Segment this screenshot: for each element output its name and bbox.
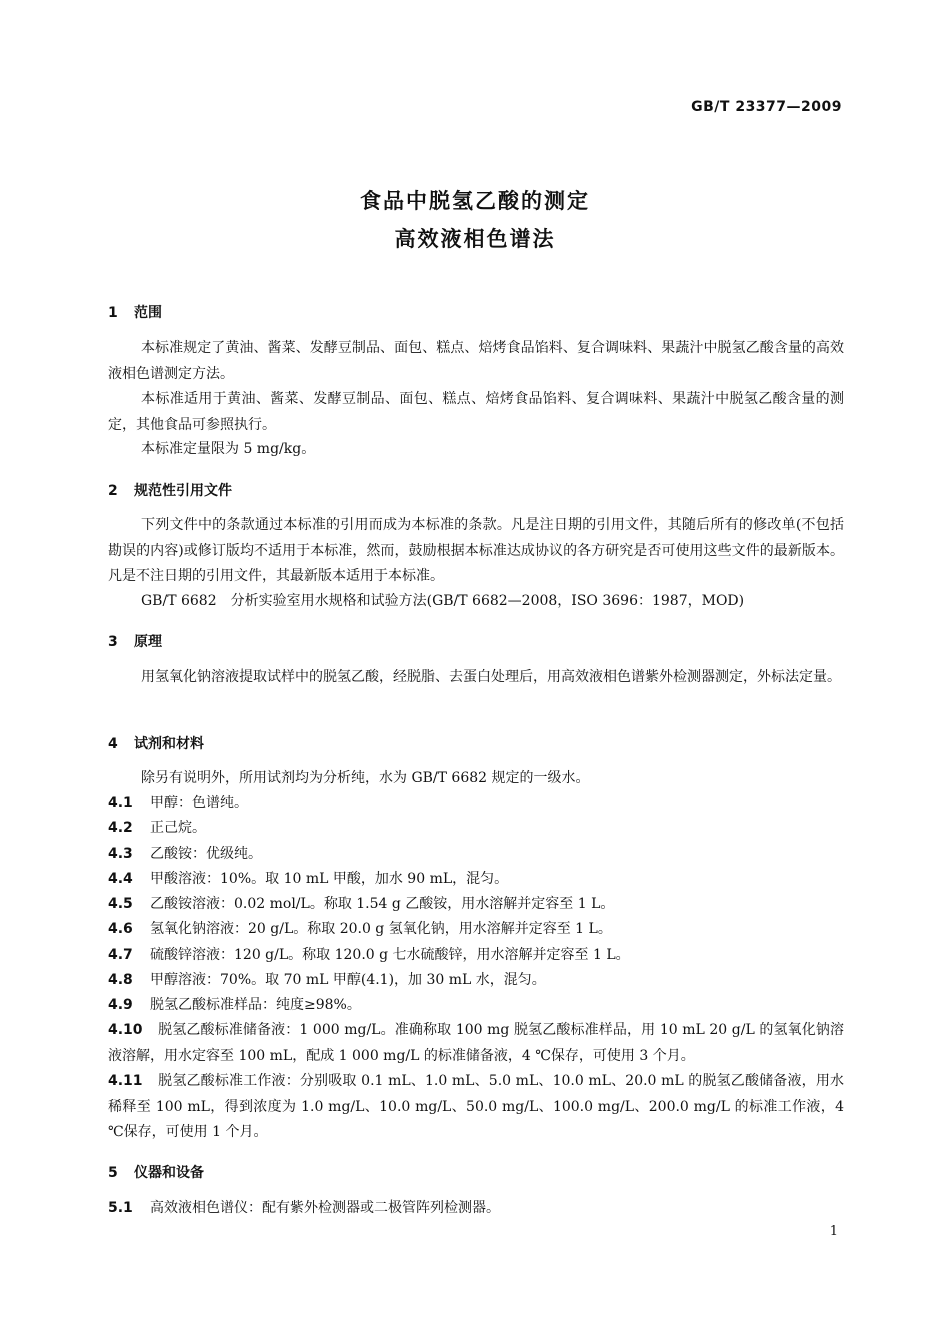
item-number: 4.6 (108, 921, 133, 937)
item-text: 甲酸溶液：10%。取 10 mL 甲酸，加水 90 mL，混匀。 (150, 871, 509, 887)
section-number: 4 (108, 736, 118, 752)
document-subtitle: 高效液相色谱法 (394, 227, 556, 251)
section-title: 仪器和设备 (134, 1165, 204, 1181)
list-item (108, 917, 844, 943)
section-heading-2 (108, 480, 232, 500)
item-text: 乙酸铵溶液：0.02 mol/L。称取 1.54 g 乙酸铵，用水溶解并定容至 1 L。 (150, 896, 615, 912)
paragraph: 本标准适用于黄油、酱菜、发酵豆制品、面包、糕点、焙烤食品馅料、复合调味料、果蔬汁中脱氢乙酸含量的测定，其他食品可参照执行。 (108, 391, 844, 433)
paragraph: 用氢氧化钠溶液提取试样中的脱氢乙酸，经脱脂、去蛋白处理后，用高效液相色谱紫外检测器测定，外标法定量。 (141, 669, 841, 685)
document-title: 食品中脱氢乙酸的测定 (360, 189, 590, 213)
item-text: 脱氢乙酸标准样品：纯度≥98%。 (150, 997, 361, 1013)
item-number: 4.7 (108, 947, 133, 963)
section-heading-3 (108, 631, 162, 651)
item-text: 甲醇溶液：70%。取 70 mL 甲醇(4.1)，加 30 mL 水，混匀。 (150, 972, 546, 988)
item-number: 4.10 (108, 1022, 143, 1038)
list-item (108, 867, 844, 893)
section-title: 范围 (134, 305, 162, 321)
list-item (108, 791, 844, 817)
list-item (108, 993, 844, 1019)
list-item (108, 892, 844, 918)
page-number: 1 (829, 1224, 838, 1239)
standard-code: GB/T 23377—2009 (691, 99, 842, 115)
item-number: 4.11 (108, 1073, 143, 1089)
section-number: 1 (108, 305, 118, 321)
item-text: 甲醇：色谱纯。 (150, 795, 248, 811)
item-text: 脱氢乙酸标准工作液：分别吸取 0.1 mL、1.0 mL、5.0 mL、10.0 mL、20.0 mL 的脱氢乙酸储备液，用水稀释至 100 mL，得到浓度为 1.0 mg/L、10.0 mg/L、50.0 mg/L、100.0 mg/L、200.0 mg/L 的标准工作液，4 ℃保存，可使用 1 个月。 (108, 1073, 844, 1140)
item-number: 4.4 (108, 871, 133, 887)
list-item (108, 842, 844, 868)
list-item (108, 1196, 844, 1222)
normative-reference: GB/T 6682 分析实验室用水规格和试验方法(GB/T 6682—2008，ISO 3696：1987，MOD) (141, 593, 745, 609)
item-text: 氢氧化钠溶液：20 g/L。称取 20.0 g 氢氧化钠，用水溶解并定容至 1 L。 (150, 921, 612, 937)
item-number: 4.5 (108, 896, 133, 912)
paragraph: 本标准规定了黄油、酱菜、发酵豆制品、面包、糕点、焙烤食品馅料、复合调味料、果蔬汁中脱氢乙酸含量的高效液相色谱测定方法。 (108, 340, 844, 382)
item-number: 4.2 (108, 820, 133, 836)
list-item (108, 1018, 844, 1069)
item-number: 4.1 (108, 795, 133, 811)
section-heading-4 (108, 733, 204, 753)
paragraph: 本标准定量限为 5 mg/kg。 (141, 441, 316, 457)
section-number: 3 (108, 634, 118, 650)
section-title: 试剂和材料 (134, 736, 204, 752)
item-text: 乙酸铵：优级纯。 (150, 846, 262, 862)
item-text: 正己烷。 (150, 820, 206, 836)
item-text: 脱氢乙酸标准储备液：1 000 mg/L。准确称取 100 mg 脱氢乙酸标准样品，用 10 mL 20 g/L 的氢氧化钠溶液溶解，用水定容至 100 mL，配成 1 000 mg/L 的标准储备液，4 ℃保存，可使用 3 个月。 (108, 1022, 844, 1064)
list-item (108, 968, 844, 994)
list-item (108, 943, 844, 969)
paragraph: 除另有说明外，所用试剂均为分析纯，水为 GB/T 6682 规定的一级水。 (141, 770, 590, 786)
item-number: 4.3 (108, 846, 133, 862)
section-number: 2 (108, 483, 118, 499)
section-title: 规范性引用文件 (134, 483, 232, 499)
item-number: 4.8 (108, 972, 133, 988)
paragraph: 下列文件中的条款通过本标准的引用而成为本标准的条款。凡是注日期的引用文件，其随后所有的修改单(不包括勘误的内容)或修订版均不适用于本标准，然而，鼓励根据本标准达成协议的各方研究是否可使用这些文件的最新版本。凡是不注日期的引用文件，其最新版本适用于本标准。 (108, 517, 844, 584)
item-text: 硫酸锌溶液：120 g/L。称取 120.0 g 七水硫酸锌，用水溶解并定容至 1 L。 (150, 947, 630, 963)
list-item (108, 816, 844, 842)
section-title: 原理 (134, 634, 162, 650)
section-number: 5 (108, 1165, 118, 1181)
section-heading-1 (108, 302, 162, 322)
item-number: 5.1 (108, 1200, 133, 1216)
item-number: 4.9 (108, 997, 133, 1013)
list-item (108, 1069, 844, 1146)
section-heading-5 (108, 1162, 204, 1182)
item-text: 高效液相色谱仪：配有紫外检测器或二极管阵列检测器。 (150, 1200, 500, 1216)
